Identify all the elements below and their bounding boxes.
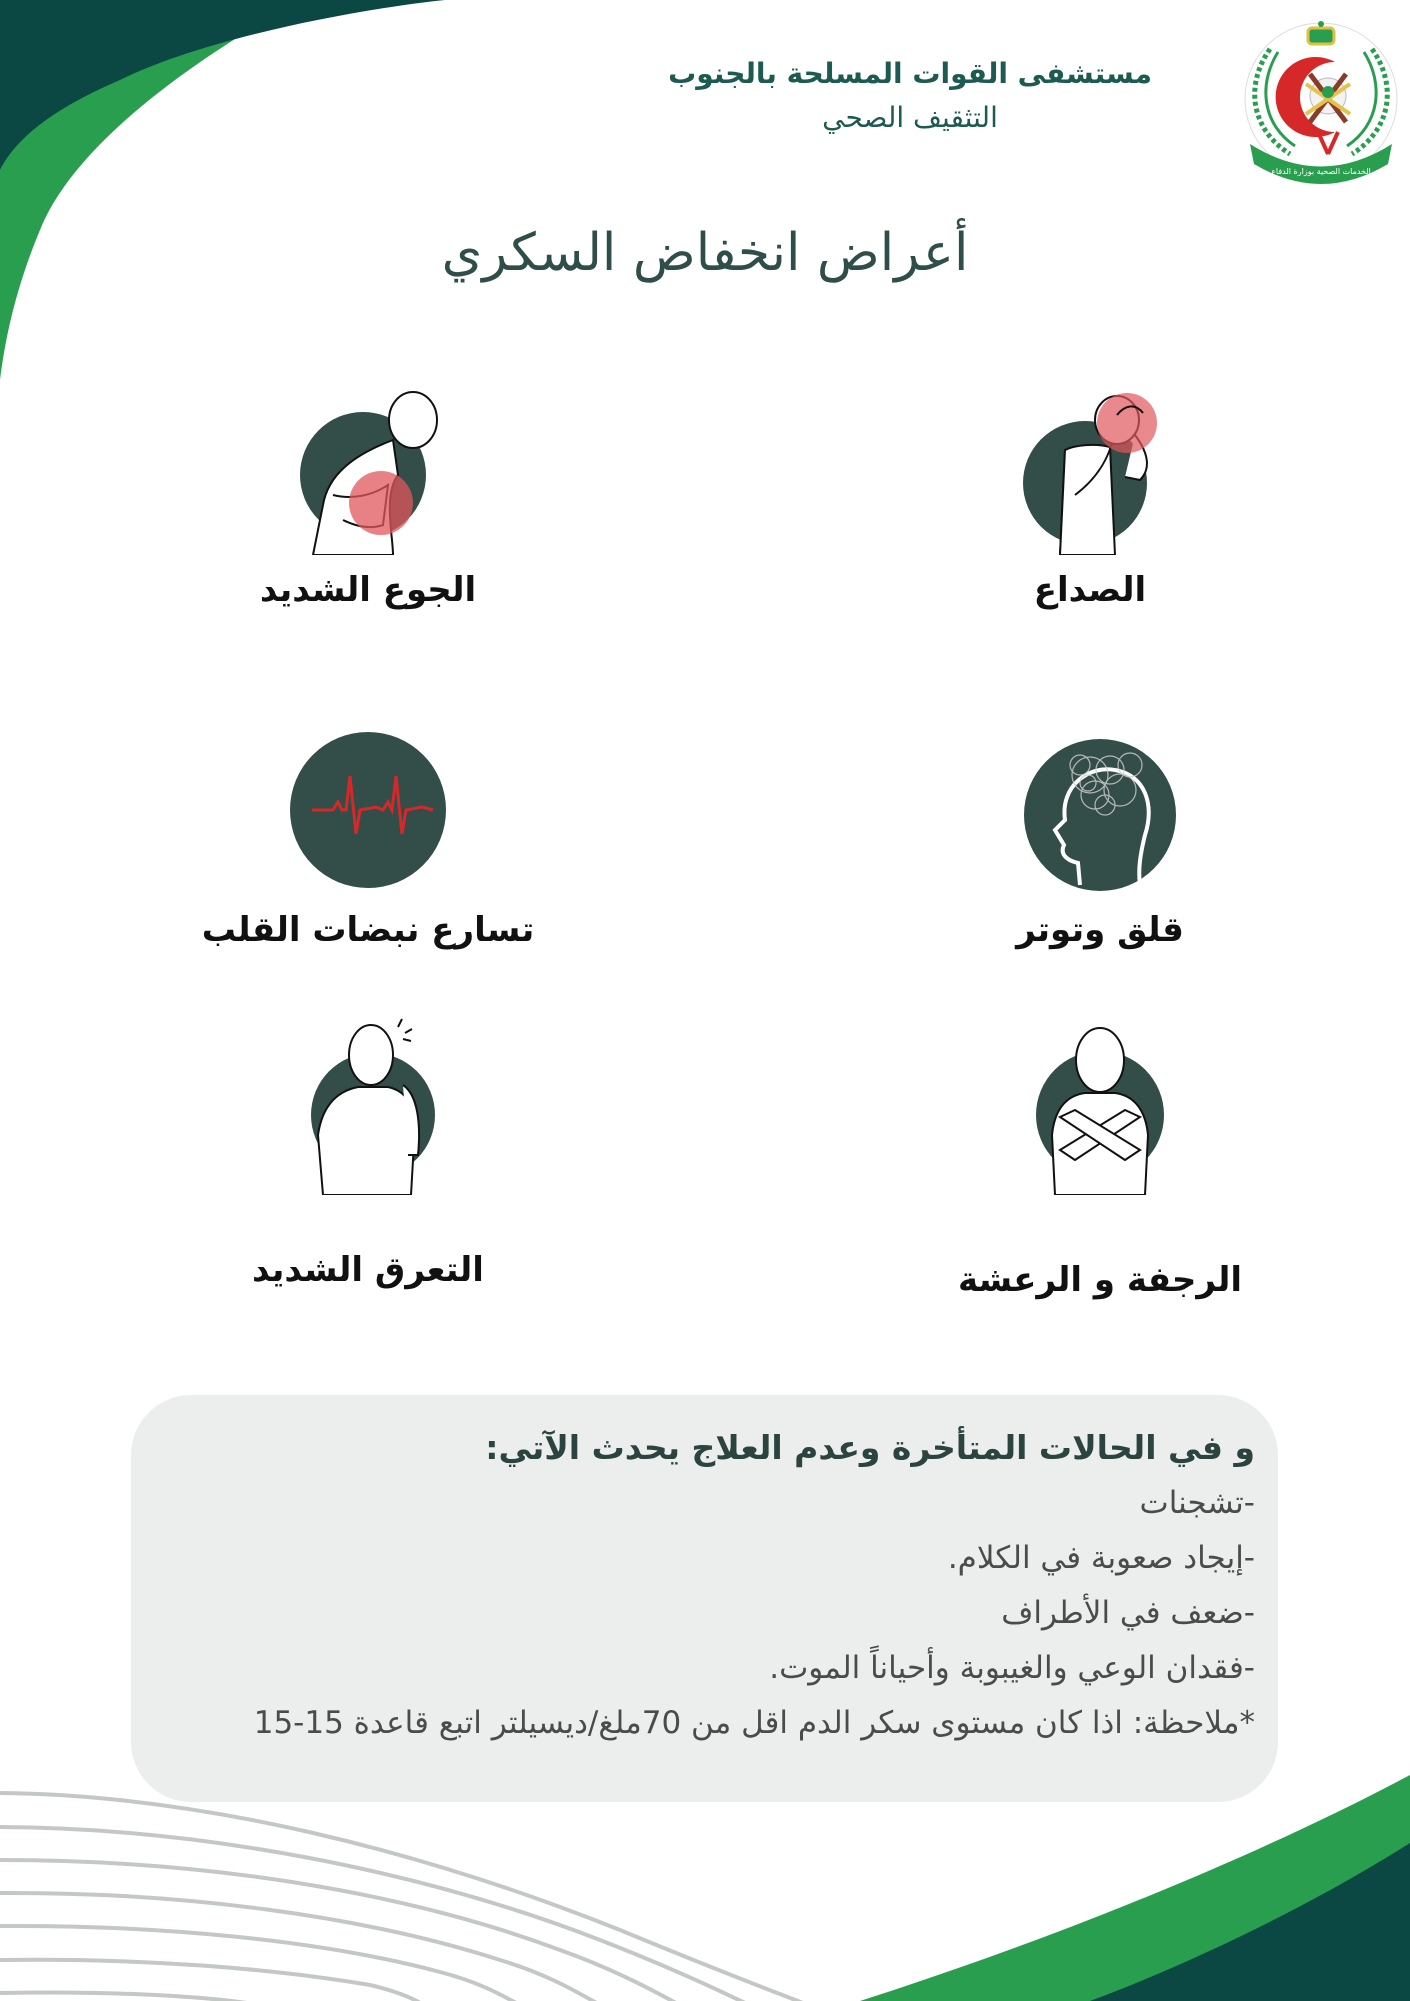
symptom-label: التعرق الشديد: [252, 1250, 484, 1290]
svg-text:الخدمات الصحية بوزارة الدفاع: الخدمات الصحية بوزارة الدفاع: [1271, 167, 1371, 176]
late-stage-item: -فقدان الوعي والغيبوبة وأحياناً الموت.: [769, 1650, 1255, 1686]
symptom-sweating: [188, 1015, 548, 1290]
symptom-label: الرجفة و الرعشة: [958, 1260, 1242, 1300]
symptom-label: قلق وتوتر: [1016, 910, 1184, 950]
late-stage-item: -إيجاد صعوبة في الكلام.: [947, 1540, 1255, 1576]
symptom-hunger: [188, 385, 548, 610]
late-stage-item: -ضعف في الأطراف: [1001, 1595, 1255, 1631]
late-stage-item: -تشجنات: [1139, 1485, 1255, 1521]
headache-icon: [1015, 385, 1165, 555]
armed-forces-medical-logo: [1240, 14, 1402, 184]
shivering-icon: [1030, 1025, 1170, 1195]
heartbeat-icon: [288, 730, 448, 890]
symptom-shivering: [920, 1025, 1280, 1300]
blood-sugar-note: *ملاحظة: اذا كان مستوى سكر الدم اقل من 70ملغ/ديسيلتر اتبع قاعدة 15-15: [253, 1705, 1255, 1741]
late-stage-content: [135, 1420, 1255, 1751]
sweating-icon: [293, 1015, 443, 1195]
anxious-head-icon: [1020, 735, 1180, 895]
symptom-label: الصداع: [1033, 570, 1147, 610]
bottom-left-lines: [0, 1793, 820, 2001]
symptom-heartbeat: [188, 730, 548, 950]
symptom-anxiety: [920, 735, 1280, 950]
symptom-headache: [910, 385, 1270, 610]
symptom-label: تسارع نبضات القلب: [201, 910, 535, 950]
stomach-hunger-icon: [283, 385, 453, 555]
organization-name: مستشفى القوات المسلحة بالجنوب: [668, 57, 1152, 90]
late-stage-heading: و في الحالات المتأخرة وعدم العلاج يحدث الآتي:: [485, 1428, 1255, 1467]
symptom-label: الجوع الشديد: [259, 570, 477, 610]
header: [610, 52, 1210, 140]
department-name: التثقيف الصحي: [822, 101, 998, 134]
page-title: أعراض انخفاض السكري: [441, 223, 969, 283]
